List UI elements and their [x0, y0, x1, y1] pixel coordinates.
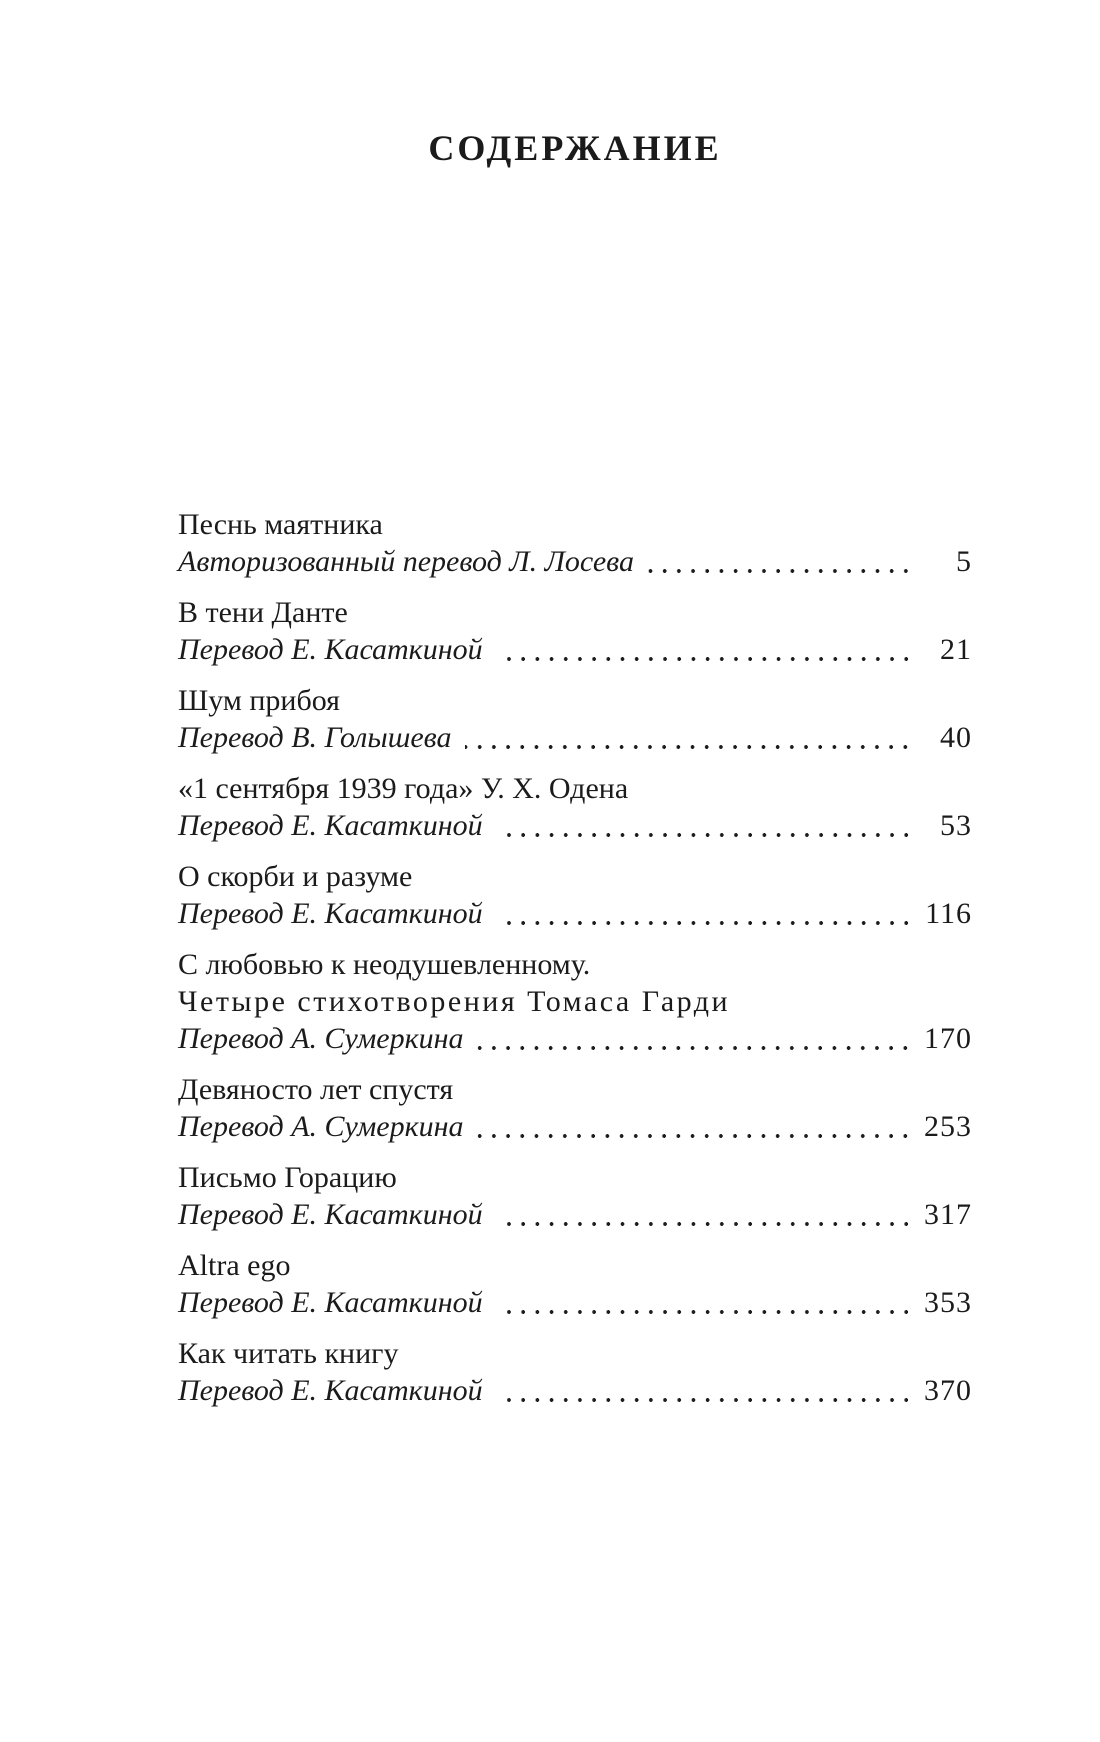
toc-entry-title: «1 сентября 1939 года» У. Х. Одена	[178, 772, 629, 805]
toc-entry-page-number: 353	[924, 1286, 972, 1319]
toc-entry-translator: Перевод Е. Касаткиной	[178, 897, 483, 930]
toc-entry-leader-row	[178, 895, 972, 932]
toc-entry-translator: Перевод Е. Касаткиной	[178, 1198, 483, 1231]
toc-entry	[178, 946, 972, 1057]
toc-entry-leader-row	[178, 1108, 972, 1145]
toc-entry-leader-row	[178, 1196, 972, 1233]
toc-entry-title: Как читать книгу	[178, 1337, 399, 1370]
toc-entry-translator: Перевод Е. Касаткиной	[178, 1286, 483, 1319]
toc-entry-page-number: 116	[925, 897, 972, 930]
table-of-contents	[178, 506, 972, 1409]
toc-entry-page-number: 40	[940, 721, 972, 754]
toc-entry-translator: Перевод А. Сумеркина	[178, 1022, 464, 1055]
toc-entry-leader-row	[178, 719, 972, 756]
dot-leader	[497, 631, 917, 668]
toc-entry	[178, 1159, 972, 1233]
toc-entry-translator: Перевод Е. Касаткиной	[178, 633, 483, 666]
toc-entry-translator: Перевод Е. Касаткиной	[178, 809, 483, 842]
toc-entry	[178, 1071, 972, 1145]
toc-entry-title: Письмо Горацию	[178, 1161, 397, 1194]
toc-entry-title: Altra ego	[178, 1249, 291, 1282]
toc-entry-leader-row	[178, 1372, 972, 1409]
dot-leader	[465, 719, 917, 756]
toc-entry-title: С любовью к неодушевленному.	[178, 948, 591, 981]
toc-entry-title: Шум прибоя	[178, 684, 340, 717]
toc-entry	[178, 506, 972, 580]
toc-entry-page-number: 21	[940, 633, 972, 666]
toc-entry-page-number: 317	[924, 1198, 972, 1231]
toc-entry-translator: Перевод Е. Касаткиной	[178, 1374, 483, 1407]
dot-leader	[497, 807, 917, 844]
dot-leader	[648, 543, 917, 580]
toc-entry	[178, 1247, 972, 1321]
toc-entry-leader-row	[178, 1020, 972, 1057]
toc-entry-leader-row	[178, 1284, 972, 1321]
dot-leader	[477, 1108, 917, 1145]
toc-entry-title: О скорби и разуме	[178, 860, 413, 893]
toc-entry-translator: Авторизованный перевод Л. Лосева	[178, 545, 634, 578]
toc-entry	[178, 682, 972, 756]
toc-entry	[178, 858, 972, 932]
toc-entry-page-number: 170	[924, 1022, 972, 1055]
dot-leader	[497, 895, 917, 932]
toc-entry-page-number: 5	[956, 545, 972, 578]
toc-entry-translator: Перевод А. Сумеркина	[178, 1110, 464, 1143]
dot-leader	[497, 1284, 917, 1321]
toc-entry-page-number: 253	[924, 1110, 972, 1143]
page-title: СОДЕРЖАНИЕ	[428, 128, 722, 168]
dot-leader	[497, 1372, 917, 1409]
toc-entry-leader-row	[178, 807, 972, 844]
toc-entry	[178, 1335, 972, 1409]
dot-leader	[497, 1196, 917, 1233]
toc-entry-page-number: 53	[940, 809, 972, 842]
content-column	[178, 0, 972, 1409]
toc-entry-leader-row	[178, 543, 972, 580]
toc-entry-subtitle: Четыре стихотворения Томаса Гарди	[178, 985, 731, 1018]
toc-entry-title: Песнь маятника	[178, 508, 383, 541]
dot-leader	[477, 1020, 917, 1057]
toc-entry-leader-row	[178, 631, 972, 668]
toc-entry-title: Девяносто лет спустя	[178, 1073, 454, 1106]
toc-entry	[178, 770, 972, 844]
toc-entry-title: В тени Данте	[178, 596, 348, 629]
toc-entry	[178, 594, 972, 668]
toc-entry-translator: Перевод В. Голышева	[178, 721, 452, 754]
toc-entry-page-number: 370	[924, 1374, 972, 1407]
